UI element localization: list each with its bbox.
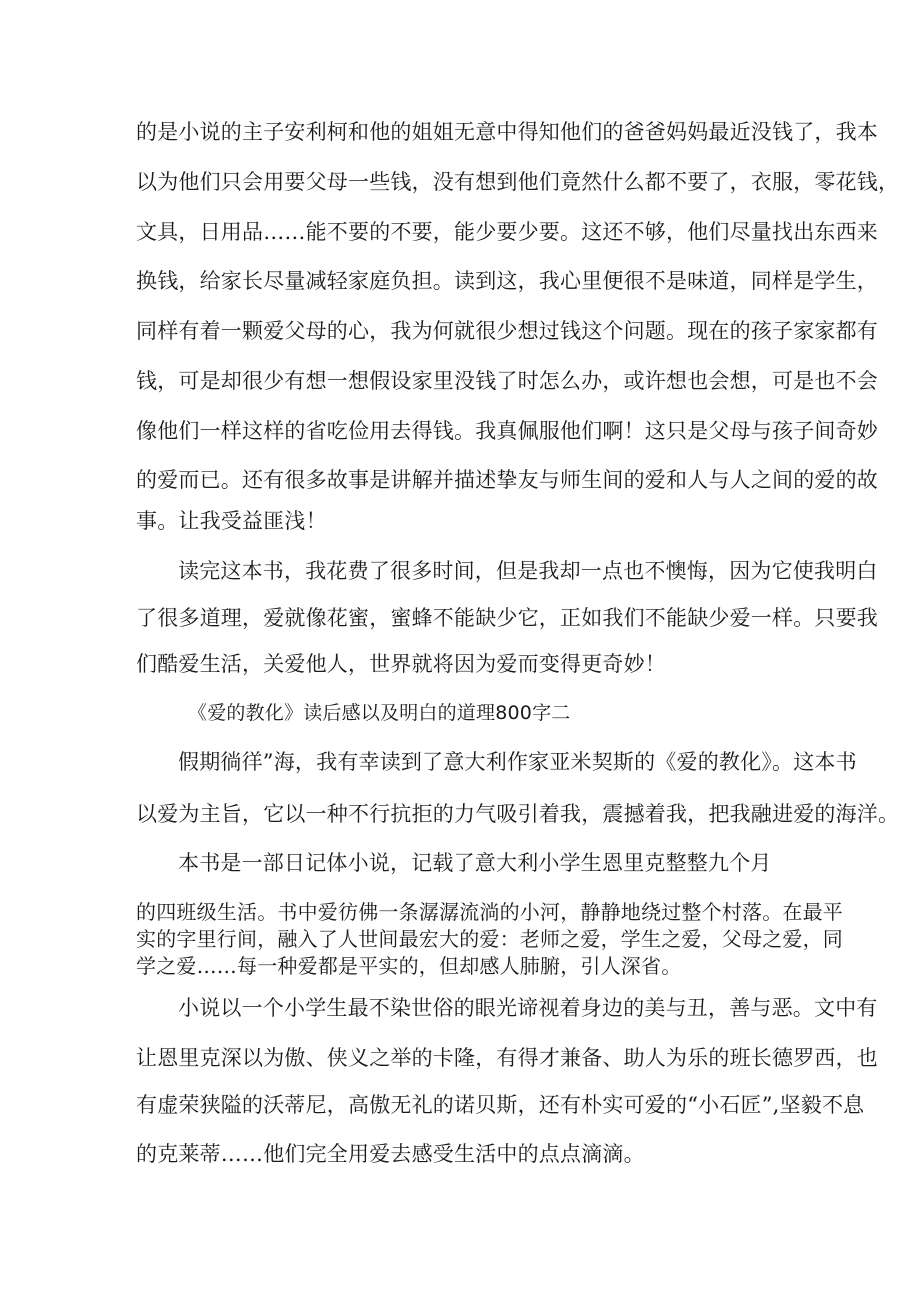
text-line: 有虚荣狭隘的沃蒂尼，高傲无礼的诺贝斯，还有朴实可爱的“小石匠”,坚毅不息 bbox=[136, 1093, 865, 1117]
text-line: 的四班级生活。书中爱彷佛一条潺潺流淌的小河，静静地绕过整个村落。在最平 bbox=[136, 900, 843, 924]
text-line: 实的字里行间，融入了人世间最宏大的爱：老师之爱，学生之爱，父母之爱，同 bbox=[136, 927, 843, 951]
text-line: 事。让我受益匪浅！ bbox=[136, 509, 327, 533]
text-line: 学之爱……每一种爱都是平实的，但却感人肺腑，引人深省。 bbox=[136, 954, 682, 978]
text-line: 本书是一部日记体小说，记载了意大利小学生恩里克整整九个月 bbox=[178, 851, 772, 875]
text-line: 们酷爱生活，关爱他人，世界就将因为爱而变得更奇妙！ bbox=[136, 652, 666, 676]
text-line: 换钱，给家长尽量减轻家庭负担。读到这，我心里便很不是味道，同样是学生， bbox=[136, 269, 878, 293]
text-line: 小说以一个小学生最不染世俗的眼光谛视着身边的美与丑，善与恶。文中有 bbox=[178, 996, 878, 1020]
text-line: 像他们一样这样的省吃俭用去得钱。我真佩服他们啊！这只是父母与孩子间奇妙 bbox=[136, 419, 878, 443]
section-heading: 《爱的教化》读后感以及明白的道理800字二 bbox=[188, 702, 571, 724]
text-line: 的克莱蒂……他们完全用爱去感受生活中的点点滴滴。 bbox=[136, 1142, 645, 1166]
text-line: 假期徜徉”海，我有幸读到了意大利作家亚米契斯的《爱的教化》。这本书 bbox=[178, 750, 857, 774]
text-line: 让恩里克深以为傲、侠义之举的卡隆，有得才兼备、助人为乐的班长德罗西，也 bbox=[136, 1046, 878, 1070]
text-line: 同样有着一颗爱父母的心，我为何就很少想过钱这个问题。现在的孩子家家都有 bbox=[136, 319, 878, 343]
text-line: 了很多道理，爱就像花蜜，蜜蜂不能缺少它，正如我们不能缺少爱一样。只要我 bbox=[136, 606, 878, 630]
text-line: 读完这本书，我花费了很多时间，但是我却一点也不懊悔，因为它使我明白 bbox=[178, 559, 878, 583]
text-line: 钱，可是却很少有想一想假设家里没钱了时怎么办，或许想也会想，可是也不会 bbox=[136, 369, 878, 393]
text-line: 以为他们只会用要父母一些钱，没有想到他们竟然什么都不要了，衣服，零花钱， bbox=[136, 170, 900, 194]
text-line: 文具，日用品……能不要的不要，能少要少要。这还不够，他们尽量找出东西来 bbox=[136, 220, 878, 244]
text-line: 的是小说的主子安利柯和他的姐姐无意中得知他们的爸爸妈妈最近没钱了，我本 bbox=[136, 120, 878, 144]
text-line: 的爱而已。还有很多故事是讲解并描述挚友与师生间的爱和人与人之间的爱的故 bbox=[136, 468, 878, 492]
text-line: 以爱为主旨，它以一种不行抗拒的力气吸引着我，震撼着我，把我融进爱的海洋。 bbox=[136, 802, 900, 826]
